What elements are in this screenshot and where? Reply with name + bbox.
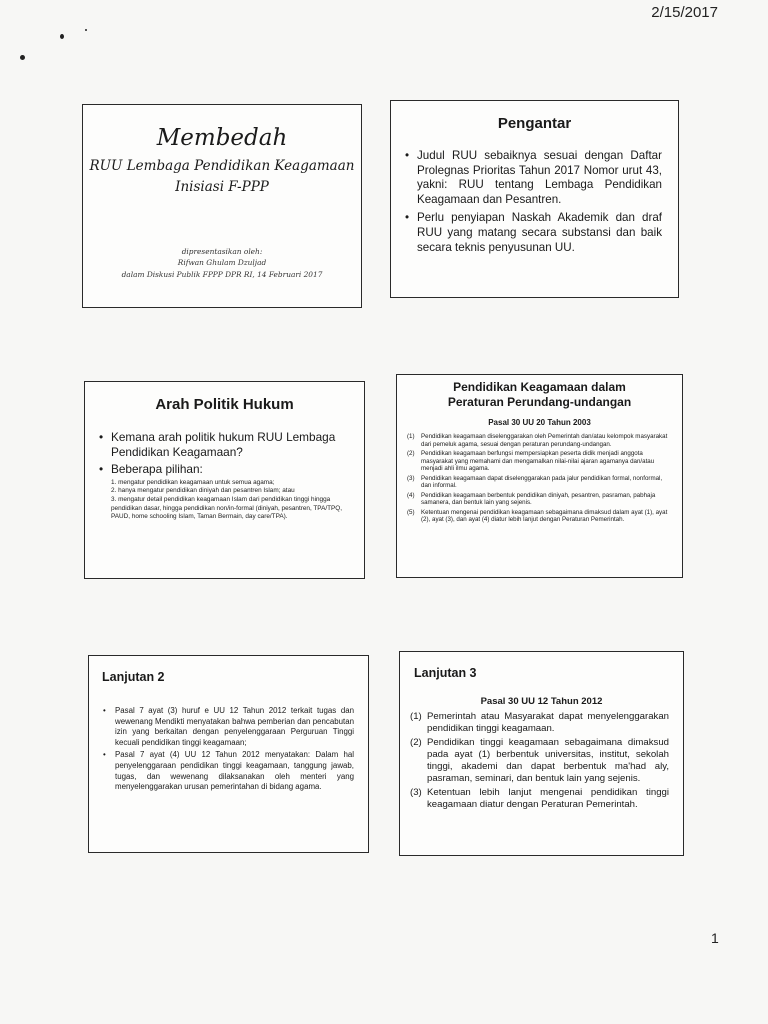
bullet-item: • Kemana arah politik hukum RUU Lembaga Pendidikan Keagamaan? (99, 430, 350, 459)
page-number: 1 (711, 930, 719, 946)
bullet-item: • Beberapa pilihan: (99, 462, 350, 477)
article-item (407, 475, 670, 490)
item-text: Pendidikan keagamaan berfungsi mempersiapkan peserta didik menjadi anggota masyarakat yang memahami dan mengamalkan nilai-nilai ajaran agamanya dan/atau menjadi ahli ilmu agama. (421, 450, 655, 472)
slide-title (82, 104, 362, 308)
item-text: Ketentuan lebih lanjut mengenai pendidikan tinggi keagamaan diatur dengan Peraturan Pemerintah. (427, 787, 669, 810)
article-item (407, 450, 670, 473)
slide-heading: Pengantar (497, 115, 572, 132)
item-number: (5) (407, 508, 415, 516)
article-items (410, 711, 669, 811)
article-items (407, 433, 670, 524)
item-text: Pendidikan tinggi keagamaan sebagaimana dimaksud pada ayat (1) berbentuk universitas, institut, sekolah tinggi, akademi dan dapat berbentuk ma'had aly, pasraman, seminari, dan bentuk lain yang sejenis. (427, 737, 669, 784)
presenter-credit: dipresentasikan oleh: (181, 247, 263, 256)
article-item (407, 492, 670, 507)
slide-subheading: Pasal 30 UU 12 Tahun 2012 (480, 696, 603, 707)
item-text: Pendidikan keagamaan berbentuk pendidikan diniyah, pesantren, pasraman, pabhaja samanera, dan bentuk lain yang sejenis. (421, 491, 656, 506)
option-item: 3. mengatur detail pendidikan keagamaan Islam dari pendidikan tinggi hingga pendidikan dasar, hingga pendidikan non/in-formal (diniyah, pesantren, TPA/TPQ, PAUD, home schooling Islam, Taman Bermain, day care/TPA). (111, 495, 343, 521)
item-text: Pendidikan keagamaan diselenggarakan oleh Pemerintah dan/atau kelompok masyarakat dari pemeluk agama, sesuai dengan peraturan perundang-undangan. (421, 433, 668, 448)
item-text: Pemerintah atau Masyarakat dapat menyelenggarakan pendidikan tinggi keagamaan. (427, 711, 669, 734)
article-item (410, 711, 669, 735)
slide-title-subtitle: RUU Lembaga Pendidikan Keagamaan (89, 158, 355, 174)
slide-heading: Lanjutan 3 (414, 666, 477, 680)
item-number: (1) (410, 711, 422, 722)
bullet-item: • Pasal 7 ayat (4) UU 12 Tahun 2012 menyatakan: Dalam hal penyelenggaraan pendidikan tinggi keagamaan, tanggung jawab, tugas, dan wewenang dilaksanakan oleh menteri yang menyelenggarakan urusan pemerintahan di bidang agama. (103, 750, 354, 792)
slide-lanjutan-3 (399, 651, 684, 856)
scan-speck (85, 29, 87, 31)
slide-heading: Arah Politik Hukum (155, 396, 294, 413)
bullet-item: • Judul RUU sebaiknya sesuai dengan Daftar Prolegnas Prioritas Tahun 2017 Nomor urut 43, yakni: RUU tentang Lembaga Pendidikan Keagamaan dan Pesantren. (405, 149, 662, 207)
article-item (407, 509, 670, 524)
item-number: (3) (410, 787, 422, 798)
presenter-name: Rifwan Ghulam Dzuljad (177, 258, 267, 267)
print-date: 2/15/2017 (651, 4, 718, 21)
slide-title-subtitle-2: Inisiasi F-PPP (175, 179, 269, 195)
slide-arah-politik-hukum (84, 381, 365, 579)
bullet-item: • Perlu penyiapan Naskah Akademik dan draf RUU yang matang secara substansi dan baik secara teknis penyusunan UU. (405, 211, 662, 255)
scan-speck (60, 34, 64, 39)
item-number: (2) (407, 450, 415, 457)
slide-lanjutan-2 (88, 655, 369, 853)
slide-body (405, 149, 662, 255)
item-text: Ketentuan mengenai pendidikan keagamaan sebagaimana dimaksud dalam ayat (1), ayat (2), ayat (3), dan ayat (4) diatur lebih lanjut dengan Peraturan Pemerintah. (421, 508, 668, 523)
slide-title-heading: Membedah (156, 125, 288, 151)
article-item (407, 433, 670, 448)
options-list (99, 479, 350, 523)
option-item: 2. hanya mengatur pendidikan diniyah dan pesantren Islam; atau (111, 487, 295, 495)
slide-subheading: Pasal 30 UU 20 Tahun 2003 (488, 418, 591, 427)
item-number: (1) (407, 433, 415, 440)
slide-heading-2: Peraturan Perundang-undangan (447, 395, 632, 409)
slide-body (99, 430, 350, 522)
slide-heading: Pendidikan Keagamaan dalam (453, 380, 626, 394)
bullet-item: • Pasal 7 ayat (3) huruf e UU 12 Tahun 2012 terkait tugas dan wewenang Mendikti menyatakan bahwa pemberian dan pencabutan izin yang berkaitan dengan penyelenggaraan Perguruan Tinggi kecuali pendidikan tinggi keagamaan; (103, 706, 354, 748)
slide-pendidikan-keagamaan (396, 374, 683, 578)
item-number: (3) (407, 474, 415, 482)
event-credit: dalam Diskusi Publik FPPP DPR RI, 14 Februari 2017 (121, 270, 323, 279)
item-number: (2) (410, 737, 422, 748)
slide-heading: Lanjutan 2 (102, 670, 165, 684)
option-item: 1. mengatur pendidikan keagamaan untuk semua agama; (111, 478, 275, 486)
article-item (410, 787, 669, 811)
item-number: (4) (407, 491, 415, 499)
item-text: Pendidikan keagamaan dapat diselenggarakan pada jalur pendidikan formal, nonformal, dan informal. (421, 474, 663, 489)
slide-body (103, 706, 354, 793)
article-item (410, 737, 669, 785)
slide-pengantar (390, 100, 679, 298)
scan-speck (20, 55, 25, 60)
